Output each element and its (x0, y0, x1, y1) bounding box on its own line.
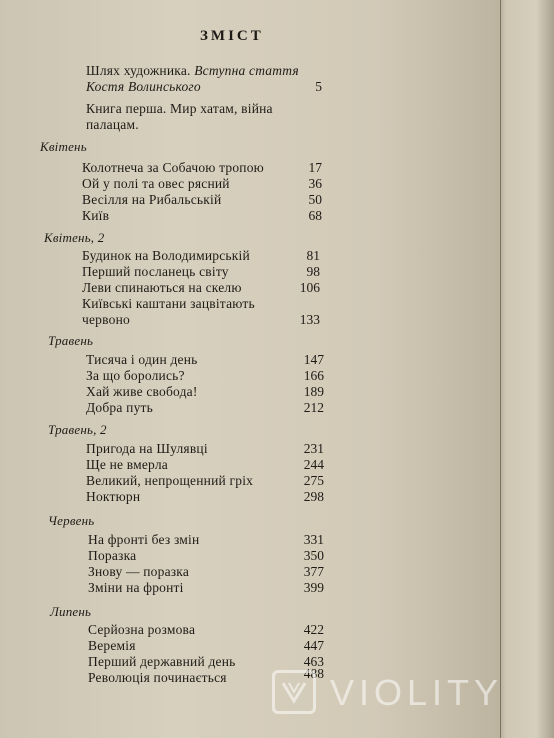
section-heading: Квітень, 2 (44, 230, 105, 245)
toc-entry-page: 275 (303, 473, 324, 488)
violity-logo-icon (272, 670, 316, 714)
toc-entry-title: Поразка (88, 548, 137, 563)
toc-entry-page: 147 (303, 352, 324, 367)
intro-entry-author: Костя Волинського (86, 79, 201, 94)
toc-entry-page: 166 (303, 368, 324, 383)
toc-entry-title: Будинок на Володимирській (82, 248, 250, 263)
toc-entry-page: 231 (303, 441, 324, 456)
toc-entry-page: 212 (303, 400, 324, 415)
toc-entry-title: Перший посланець світу (82, 264, 229, 279)
toc-entry-page: 133 (299, 312, 320, 327)
book-part-title: Книга перша. Мир хатам, війна (86, 101, 273, 116)
toc-entry-page: 463 (303, 654, 324, 669)
toc-entry-page: 488 (303, 666, 324, 681)
adjacent-page-edge (494, 0, 554, 738)
page-title: ЗМІСТ (200, 28, 264, 44)
intro-entry-text: Шлях художника. (86, 63, 191, 78)
toc-entry-page: 17 (308, 160, 322, 175)
toc-entry-page: 350 (303, 548, 324, 563)
section-heading: Липень (50, 604, 92, 619)
violity-watermark (268, 664, 548, 724)
toc-entry-title: Добра путь (86, 400, 153, 415)
toc-entry-title: Ще не вмерла (86, 457, 168, 472)
toc-entry-title: Київ (82, 208, 110, 223)
toc-entry-page: 422 (303, 622, 324, 637)
toc-entry-title: Перший державний день (88, 654, 236, 669)
toc-entry-title: Леви спинаються на скелю (82, 280, 242, 295)
toc-entry-title: Революція починається (88, 670, 227, 685)
intro-entry-line (86, 63, 299, 79)
section-heading: Травень (48, 333, 94, 348)
section-heading: Червень (48, 513, 95, 528)
intro-entry-page: 5 (315, 79, 322, 94)
toc-entry-title: Ой у полі та овес рясний (82, 176, 230, 191)
toc-entry-page: 447 (303, 638, 324, 653)
toc-entry-title: За що боролись? (86, 368, 185, 383)
toc-entry-title: Колотнеча за Собачою тропою (82, 160, 264, 175)
toc-entry-title: Ноктюрн (86, 489, 141, 504)
intro-entry-subtitle: Вступна стаття (194, 63, 299, 78)
toc-entry-page: 298 (303, 489, 324, 504)
toc-entry-page: 244 (303, 457, 324, 472)
toc-entry-title: Веремія (88, 638, 136, 653)
toc-entry-title-cont: червоно (82, 312, 130, 327)
section-heading: Травень, 2 (48, 422, 107, 437)
toc-entry-page: 189 (303, 384, 324, 399)
toc-entry-title: Знову — поразка (88, 564, 190, 579)
toc-entry-page: 81 (306, 248, 320, 263)
watermark-text: VIOLITY (330, 672, 504, 713)
toc-entry-page: 68 (308, 208, 322, 223)
toc-entry-page: 98 (306, 264, 320, 279)
toc-entry-page: 36 (308, 176, 322, 191)
toc-entry-title: Тисяча і один день (86, 352, 198, 367)
toc-entry-title: Весілля на Рибальській (82, 192, 222, 207)
toc-entry-title: Хай живе свобода! (86, 384, 198, 399)
section-heading: Квітень (40, 139, 87, 154)
book-part-title-cont: палацам. (86, 117, 139, 132)
toc-entry-page: 106 (299, 280, 320, 295)
toc-entry-title: Пригода на Шулявці (86, 441, 208, 456)
toc-entry-page: 377 (303, 564, 324, 579)
toc-entry-title: Серйозна розмова (88, 622, 196, 637)
toc-entry-title: На фронті без змін (88, 532, 200, 547)
toc-entry-page: 331 (303, 532, 324, 547)
toc-entry-title: Зміни на фронті (88, 580, 184, 595)
toc-entry-title: Київські каштани зацвітають (82, 296, 255, 311)
toc-entry-title: Великий, непрощенний гріх (86, 473, 254, 488)
toc-entry-page: 50 (308, 192, 322, 207)
toc-entry-page: 399 (303, 580, 324, 595)
page-edge-line (500, 0, 501, 738)
